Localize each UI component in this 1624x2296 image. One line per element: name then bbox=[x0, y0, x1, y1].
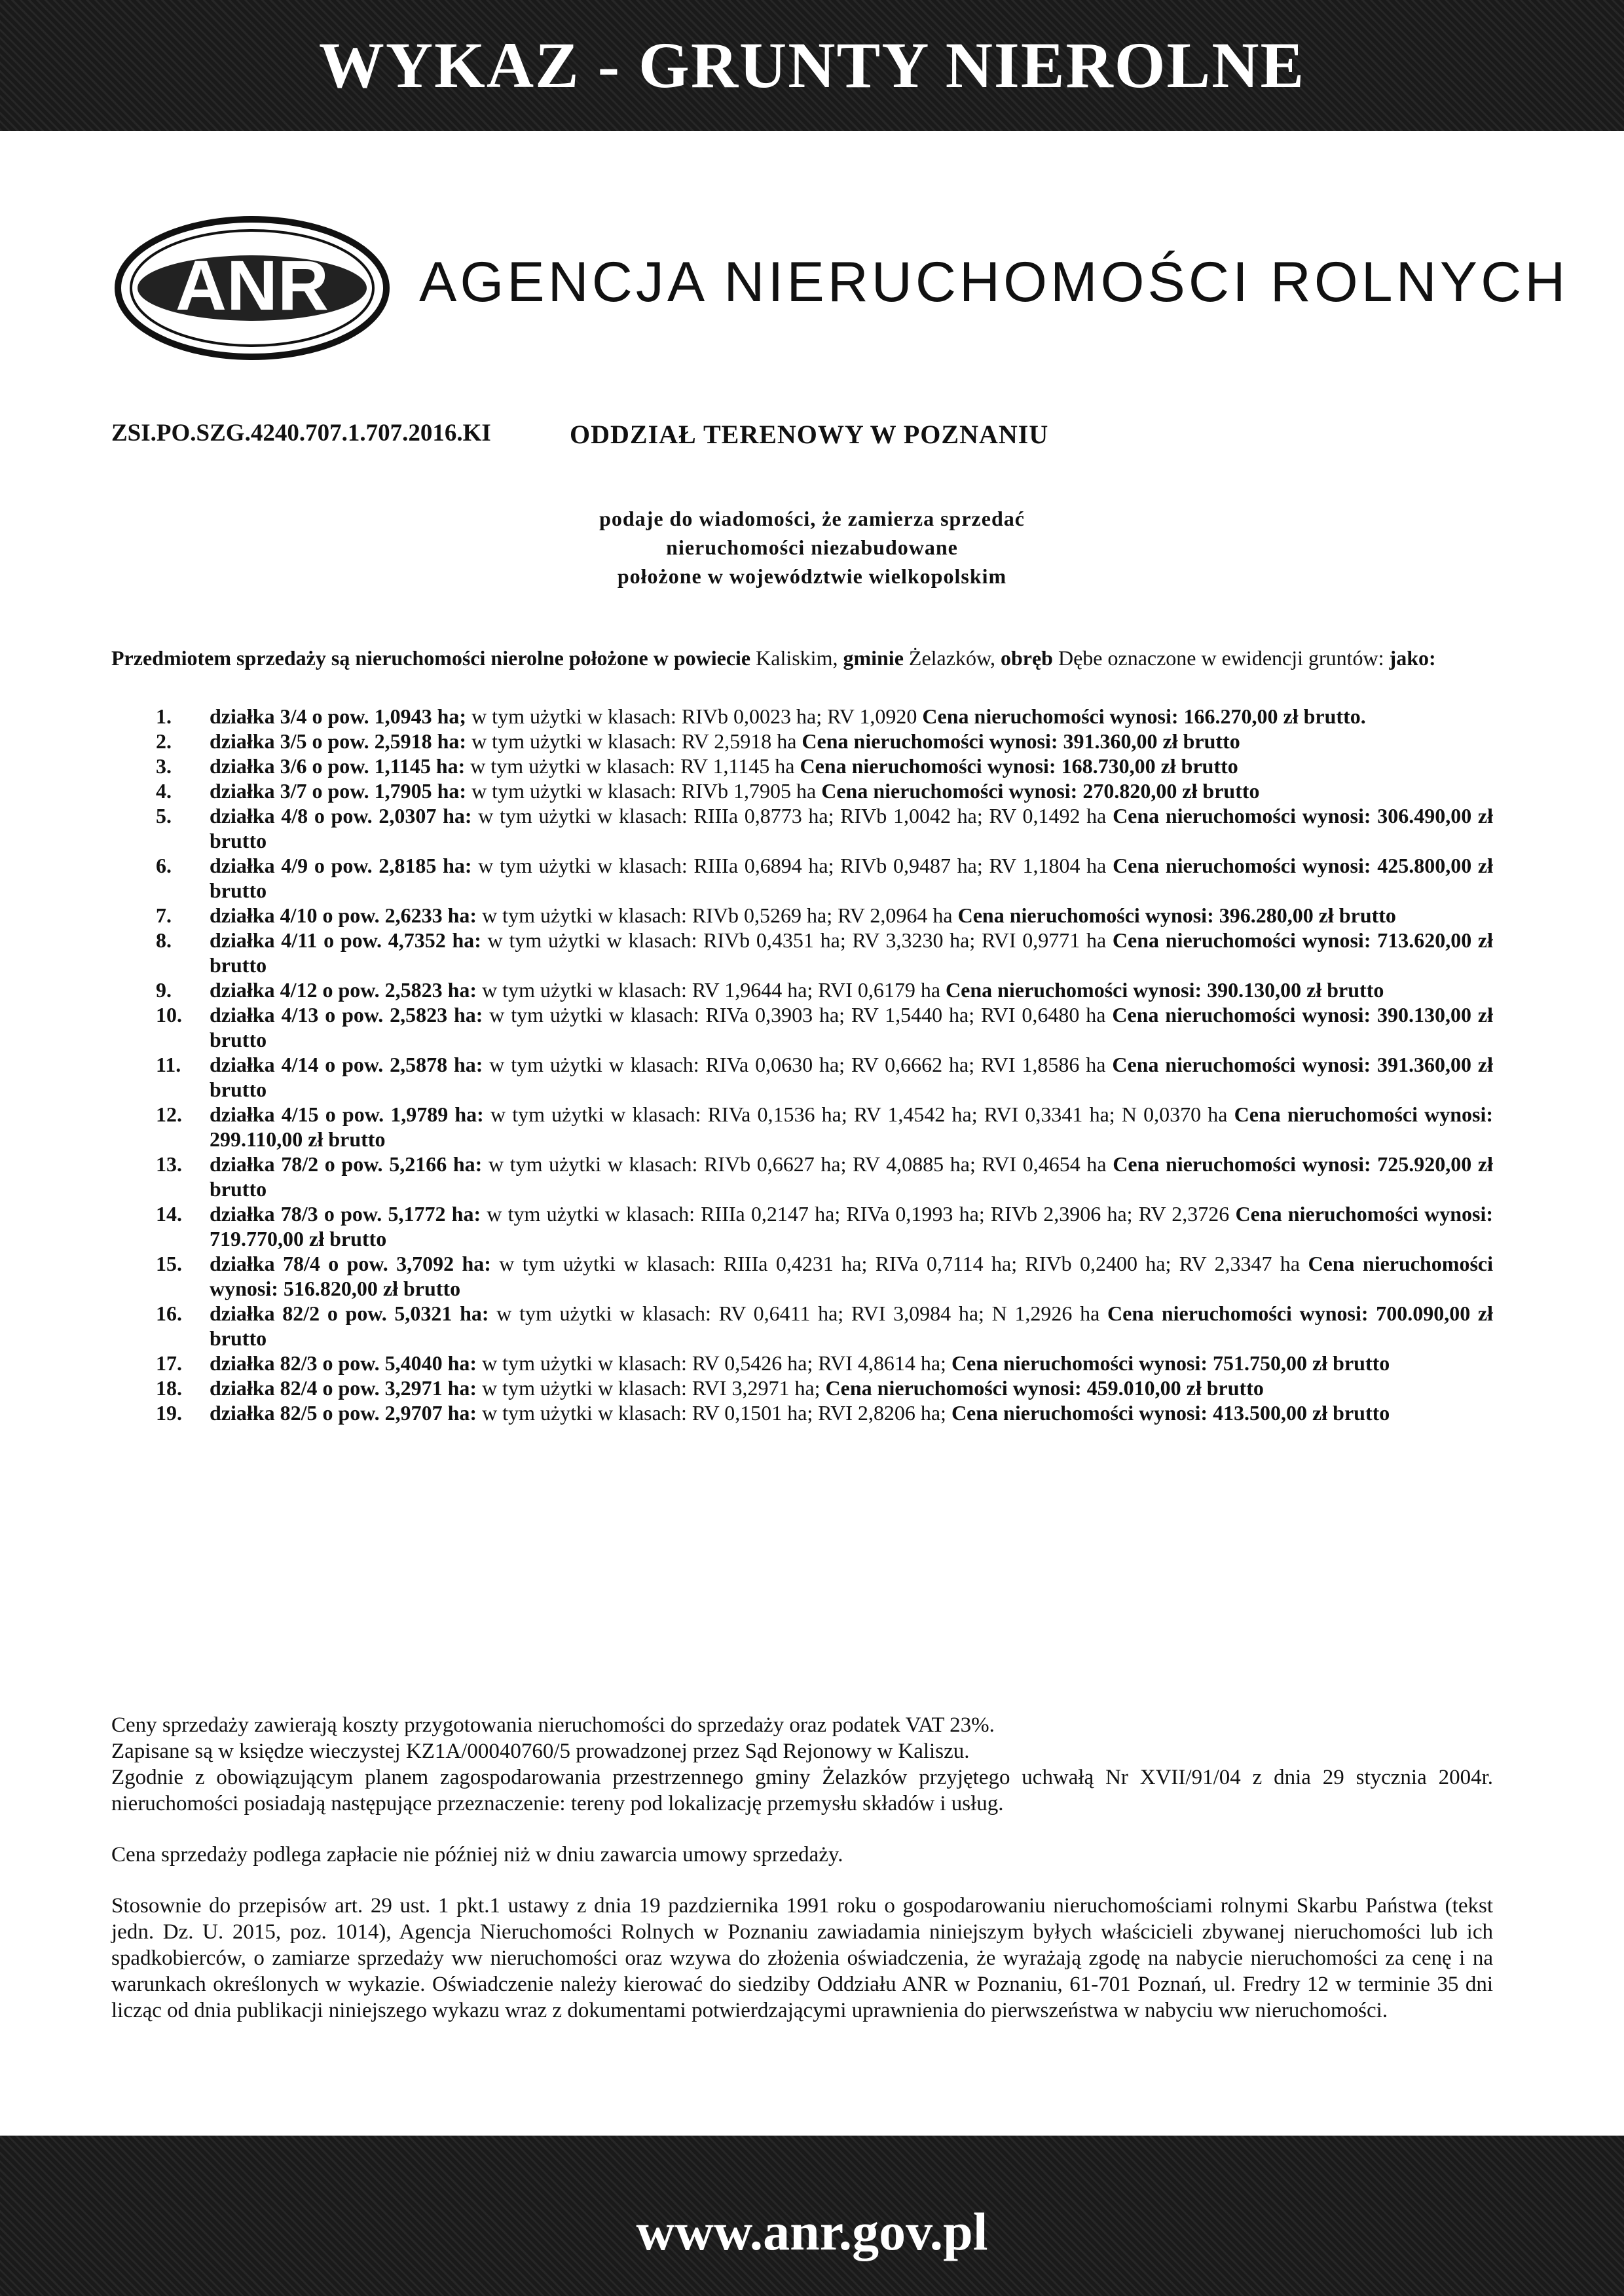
item-number: 18. bbox=[156, 1376, 182, 1400]
item-number: 17. bbox=[156, 1351, 182, 1375]
list-item bbox=[111, 1201, 1493, 1251]
plot-classes: w tym użytki w klasach: RV 0,6411 ha; RVI 3,0984 ha; N 1,2926 ha bbox=[489, 1302, 1108, 1325]
vat-note: Ceny sprzedaży zawierają koszty przygotowania nieruchomości do sprzedaży oraz podatek VAT 23%. bbox=[111, 1713, 995, 1737]
plot-price: Cena nieruchomości wynosi: 719.770,00 zł brutto bbox=[210, 1202, 1494, 1250]
plot-id: działka 82/4 o pow. 3,2971 ha: bbox=[210, 1376, 477, 1400]
list-item bbox=[111, 704, 1493, 729]
list-item bbox=[111, 977, 1493, 1002]
list-item bbox=[111, 803, 1493, 853]
item-number: 5. bbox=[156, 804, 172, 828]
plot-price: Cena nieruchomości wynosi: 713.620,00 zł brutto bbox=[210, 928, 1494, 977]
list-item bbox=[111, 1002, 1493, 1052]
list-item bbox=[111, 1400, 1493, 1425]
intro-line-3: położone w województwie wielkopolskim bbox=[617, 564, 1007, 588]
plot-classes: w tym użytki w klasach: RIVb 0,4351 ha; RV 3,3230 ha; RVI 0,9771 ha bbox=[481, 928, 1113, 952]
plot-classes: w tym użytki w klasach: RIVb 0,0023 ha; RV 1,0920 bbox=[466, 704, 923, 728]
intro-block bbox=[0, 504, 1624, 591]
plot-price: Cena nieruchomości wynosi: 413.500,00 zł brutto bbox=[951, 1401, 1390, 1425]
list-item bbox=[111, 1351, 1493, 1376]
list-item bbox=[111, 1052, 1493, 1102]
header-banner bbox=[0, 0, 1624, 131]
plot-id: działka 4/15 o pow. 1,9789 ha: bbox=[210, 1102, 484, 1126]
plot-id: działka 82/3 o pow. 5,4040 ha: bbox=[210, 1351, 477, 1375]
subject-paragraph bbox=[111, 645, 1493, 671]
subject-precinct-label: obręb bbox=[1000, 646, 1053, 670]
anr-logo-icon bbox=[111, 206, 393, 370]
item-number: 10. bbox=[156, 1003, 182, 1027]
subject-precinct: Dębe oznaczone w ewidencji gruntów: bbox=[1052, 646, 1390, 670]
item-number: 13. bbox=[156, 1152, 182, 1176]
subject-lead: Przedmiotem sprzedaży są nieruchomości nierolne położone w powiecie bbox=[111, 646, 751, 670]
plot-price: Cena nieruchomości wynosi: 425.800,00 zł brutto bbox=[210, 854, 1494, 902]
office-name: ODDZIAŁ TERENOWY W POZNANIU bbox=[570, 420, 1049, 449]
plot-classes: w tym użytki w klasach: RIVb 1,7905 ha bbox=[466, 779, 822, 803]
plot-price: Cena nieruchomości wynosi: 396.280,00 zł brutto bbox=[957, 903, 1396, 927]
agency-name: AGENCJA NIERUCHOMOŚCI ROLNYCH bbox=[419, 251, 1569, 314]
item-number: 8. bbox=[156, 928, 172, 952]
footer-website: www.anr.gov.pl bbox=[636, 2202, 988, 2261]
plot-price: Cena nieruchomości wynosi: 168.730,00 zł brutto bbox=[800, 754, 1238, 778]
spacer bbox=[111, 1868, 1493, 1893]
plot-id: działka 4/13 o pow. 2,5823 ha: bbox=[210, 1003, 483, 1027]
land-register-note: Zapisane są w księdze wieczystej KZ1A/00040760/5 prowadzonej przez Sąd Rejonowy w Kaliszu. bbox=[111, 1740, 970, 1763]
intro-line-1: podaje do wiadomości, że zamierza sprzedać bbox=[599, 507, 1025, 530]
subject-as: jako: bbox=[1389, 646, 1436, 670]
item-number: 11. bbox=[156, 1053, 181, 1076]
plot-id: działka 3/7 o pow. 1,7905 ha: bbox=[210, 779, 467, 803]
item-number: 6. bbox=[156, 854, 172, 877]
zoning-note: Zgodnie z obowiązującym planem zagospodarowania przestrzennego gminy Żelazków przyjętego uchwałą Nr XVII/91/04 z dnia 29 stycznia 2004r. nieruchomości posiadają następujące przeznaczenie: tereny pod lokalizację przemysłu składów i usług. bbox=[111, 1766, 1493, 1815]
plot-price: Cena nieruchomości wynosi: 306.490,00 zł brutto bbox=[210, 804, 1494, 852]
plot-price: Cena nieruchomości wynosi: 516.820,00 zł brutto bbox=[210, 1252, 1494, 1300]
notes-section bbox=[111, 1712, 1493, 2024]
logo-text: ANR bbox=[175, 246, 329, 325]
plot-price: Cena nieruchomości wynosi: 390.130,00 zł brutto bbox=[946, 978, 1384, 1002]
list-item bbox=[111, 1376, 1493, 1400]
plot-id: działka 4/14 o pow. 2,5878 ha: bbox=[210, 1053, 483, 1076]
item-number: 4. bbox=[156, 779, 172, 803]
subject-county: Kaliskim, bbox=[750, 646, 843, 670]
plot-id: działka 3/5 o pow. 2,5918 ha: bbox=[210, 729, 467, 753]
plot-price: Cena nieruchomości wynosi: 166.270,00 zł brutto. bbox=[922, 704, 1366, 728]
plot-price: Cena nieruchomości wynosi: 459.010,00 zł brutto bbox=[825, 1376, 1264, 1400]
intro-line-2: nieruchomości niezabudowane bbox=[666, 536, 958, 559]
plot-classes: w tym użytki w klasach: RIIIa 0,4231 ha; RIVa 0,7114 ha; RIVb 0,2400 ha; RV 2,3347 ha bbox=[490, 1252, 1308, 1275]
plot-classes: w tym użytki w klasach: RIIIa 0,8773 ha; RIVb 1,0042 ha; RV 0,1492 ha bbox=[471, 804, 1113, 828]
plot-classes: w tym użytki w klasach: RVI 3,2971 ha; bbox=[477, 1376, 826, 1400]
plot-classes: w tym użytki w klasach: RV 0,1501 ha; RVI 2,8206 ha; bbox=[477, 1401, 951, 1425]
plot-classes: w tym użytki w klasach: RV 0,5426 ha; RVI 4,8614 ha; bbox=[477, 1351, 951, 1375]
plot-classes: w tym użytki w klasach: RIVb 0,5269 ha; RV 2,0964 ha bbox=[477, 903, 958, 927]
legal-note: Stosownie do przepisów art. 29 ust. 1 pkt.1 ustawy z dnia 19 pazdziernika 1991 roku o gospodarowaniu nieruchomościami rolnymi Skarbu Państwa (tekst jedn. Dz. U. 2015, poz. 1014), Agencja Nieruchomości Rolnych w Poznaniu zawiadamia niniejszym byłych właścicieli zbywanej nieruchomości lub ich spadkobierców, o zamiarze sprzedaży ww nieruchomości oraz wzywa do złożenia oświadczenia, że wyrażają zgodę na nabycie nieruchomości za cenę i na warunkach określonych w wykazie. Oświadczenie należy kierować do siedziby Oddziału ANR w Poznaniu, 61-701 Poznań, ul. Fredry 12 w terminie 35 dni licząc od dnia publikacji niniejszego wykazu wraz z dokumentami potwierdzającymi uprawnienia do pierwszeństwa w nabyciu ww nieruchomości. bbox=[111, 1894, 1493, 2022]
list-item bbox=[111, 1251, 1493, 1301]
item-number: 2. bbox=[156, 729, 172, 753]
plot-id: działka 82/2 o pow. 5,0321 ha: bbox=[210, 1302, 489, 1325]
list-item bbox=[111, 729, 1493, 754]
item-number: 1. bbox=[156, 704, 172, 728]
spacer bbox=[111, 1817, 1493, 1842]
plot-price: Cena nieruchomości wynosi: 700.090,00 zł brutto bbox=[210, 1302, 1494, 1350]
plot-id: działka 4/9 o pow. 2,8185 ha: bbox=[210, 854, 472, 877]
plot-price: Cena nieruchomości wynosi: 391.360,00 zł brutto bbox=[802, 729, 1240, 753]
header-banner-title: WYKAZ - GRUNTY NIEROLNE bbox=[318, 29, 1306, 101]
plot-price: Cena nieruchomości wynosi: 270.820,00 zł brutto bbox=[821, 779, 1260, 803]
list-item bbox=[111, 903, 1493, 928]
list-item bbox=[111, 928, 1493, 977]
plot-price: Cena nieruchomości wynosi: 751.750,00 zł brutto bbox=[951, 1351, 1390, 1375]
item-number: 19. bbox=[156, 1401, 182, 1425]
plot-list bbox=[111, 704, 1493, 1425]
plot-price: Cena nieruchomości wynosi: 390.130,00 zł brutto bbox=[210, 1003, 1494, 1051]
plot-classes: w tym użytki w klasach: RIVb 0,6627 ha; RV 4,0885 ha; RVI 0,4654 ha bbox=[482, 1152, 1113, 1176]
item-number: 9. bbox=[156, 978, 172, 1002]
plot-classes: w tym użytki w klasach: RIIIa 0,2147 ha; RIVa 0,1993 ha; RIVb 2,3906 ha; RV 2,3726 bbox=[481, 1202, 1236, 1226]
item-number: 15. bbox=[156, 1252, 182, 1275]
plot-id: działka 4/12 o pow. 2,5823 ha: bbox=[210, 978, 477, 1002]
plot-classes: w tym użytki w klasach: RIVa 0,0630 ha; RV 0,6662 ha; RVI 1,8586 ha bbox=[483, 1053, 1113, 1076]
plot-id: działka 4/11 o pow. 4,7352 ha: bbox=[210, 928, 481, 952]
plot-price: Cena nieruchomości wynosi: 725.920,00 zł brutto bbox=[210, 1152, 1494, 1201]
plot-classes: w tym użytki w klasach: RIIIa 0,6894 ha; RIVb 0,9487 ha; RV 1,1804 ha bbox=[471, 854, 1113, 877]
plot-classes: w tym użytki w klasach: RV 2,5918 ha bbox=[466, 729, 802, 753]
list-item bbox=[111, 1102, 1493, 1152]
plot-id: działka 78/4 o pow. 3,7092 ha: bbox=[210, 1252, 491, 1275]
item-number: 12. bbox=[156, 1102, 182, 1126]
plot-classes: w tym użytki w klasach: RIVa 0,1536 ha; RV 1,4542 ha; RVI 0,3341 ha; N 0,0370 ha bbox=[483, 1102, 1234, 1126]
plot-price: Cena nieruchomości wynosi: 391.360,00 zł brutto bbox=[210, 1053, 1494, 1101]
plot-id: działka 82/5 o pow. 2,9707 ha: bbox=[210, 1401, 477, 1425]
item-number: 16. bbox=[156, 1302, 182, 1325]
list-item bbox=[111, 754, 1493, 778]
item-number: 3. bbox=[156, 754, 172, 778]
plot-classes: w tym użytki w klasach: RV 1,9644 ha; RVI 0,6179 ha bbox=[477, 978, 946, 1002]
plot-id: działka 3/6 o pow. 1,1145 ha: bbox=[210, 754, 466, 778]
subject-commune: Żelazków, bbox=[903, 646, 1001, 670]
item-number: 7. bbox=[156, 903, 172, 927]
plot-id: działka 3/4 o pow. 1,0943 ha; bbox=[210, 704, 467, 728]
list-item bbox=[111, 853, 1493, 903]
plot-classes: w tym użytki w klasach: RIVa 0,3903 ha; RV 1,5440 ha; RVI 0,6480 ha bbox=[483, 1003, 1113, 1027]
reference-number: ZSI.PO.SZG.4240.707.1.707.2016.KI bbox=[111, 420, 491, 446]
plot-id: działka 4/8 o pow. 2,0307 ha: bbox=[210, 804, 472, 828]
footer-banner bbox=[0, 2136, 1624, 2296]
plot-classes: w tym użytki w klasach: RV 1,1145 ha bbox=[465, 754, 800, 778]
list-item bbox=[111, 1152, 1493, 1201]
plot-id: działka 78/2 o pow. 5,2166 ha: bbox=[210, 1152, 483, 1176]
subject-commune-label: gminie bbox=[843, 646, 904, 670]
plot-id: działka 4/10 o pow. 2,6233 ha: bbox=[210, 903, 477, 927]
plot-id: działka 78/3 o pow. 5,1772 ha: bbox=[210, 1202, 481, 1226]
item-number: 14. bbox=[156, 1202, 182, 1226]
plot-price: Cena nieruchomości wynosi: 299.110,00 zł brutto bbox=[210, 1102, 1494, 1151]
list-item bbox=[111, 1301, 1493, 1351]
payment-note: Cena sprzedaży podlega zapłacie nie później niż w dniu zawarcia umowy sprzedaży. bbox=[111, 1843, 843, 1867]
list-item bbox=[111, 778, 1493, 803]
